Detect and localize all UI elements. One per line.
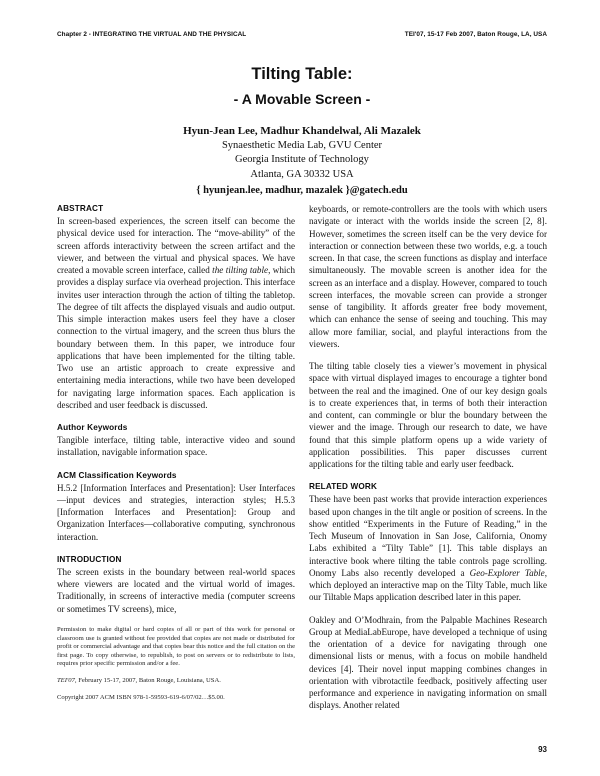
page-subtitle: - A Movable Screen -	[233, 91, 371, 107]
section-heading-author-keywords: Author Keywords	[57, 423, 128, 432]
copyright-footnote	[57, 623, 295, 702]
footnote-venue-name: TEI'07	[57, 676, 75, 684]
footnote-venue-details: , February 15-17, 2007, Baton Rouge, Louisiana, USA.	[74, 676, 221, 684]
related-work-text-part2: , which deployed an interactive map on the Tilty Table, much like our Tiltable Maps application described later in this paper.	[309, 567, 548, 603]
right-paragraph-2: The tilting table closely ties a viewer’s movement in physical space with virtual displayed images to encourage a tighter bond between the real and the imagined. One of our key design goals is to create experiences that, in terms of both their interaction and content, can commingle or blur the boundary between the viewer and the image. Through our research to date, we have found that this simple platform opens up a wide variety of application possibilities. This paper discusses current applications for the tilting table and early user feedback.	[309, 361, 547, 469]
introduction-paragraph: The screen exists in the boundary between real-world spaces where viewers are located and the virtual world of images. Traditionally, in screens of interactive media (computer screens or sometimes TV screens), mice,	[57, 566, 295, 614]
related-work-italic-phrase: Geo-Explorer Table	[469, 567, 545, 578]
abstract-paragraph	[57, 215, 295, 411]
page-number: 93	[538, 745, 547, 754]
right-paragraph-1: keyboards, or remote-controllers are the tools with which users navigate or interact with the worlds inside the screen [2, 8]. However, sometimes the screen itself can be the very device for interaction or connection between these two worlds, e.g. a touch screen. In that case, the screen functions as display and interface simultaneously. The movable screen is another idea for the screen as an interface and a display. However, compared to touch screen interfaces, the movable screen can provide a stronger sense of tangibility. It affords greater free body movement, which can enhance the sense of seeing and touching. This may allow more familiar, social, and playful interactions from the viewers.	[309, 204, 547, 349]
related-work-paragraph-1	[309, 493, 547, 603]
abstract-text-part2: , which provides a display surface via overhead projection. This interface invites user interaction through the action of tilting the tabletop. The degree of tilt affects the displayed visuals and audio output. This simple interaction makes users feel they have a closer connection to the virtual imagery, and the screen thus blurs the boundary between them. In this paper, we introduce four applications that have been implemented for the tilting table. Two use an artistic approach to create expressive and entertaining media interactions, while two have been developed for navigating large information spaces. Each application is described and user feedback is discussed.	[57, 265, 295, 410]
related-work-paragraph-2: Oakley and O’Modhrain, from the Palpable Machines Research Group at MediaLabEurope, have developed a technique of using the orientation of a device for navigating through one dimensional lists or menus, with a focus on mobile handheld devices [4]. Their novel input mapping combines changes in orientation with vibrotactile feedback, positively affecting user performance and experience in navigating information on small displays. Another related	[309, 614, 547, 711]
footnote-venue-line	[57, 677, 295, 686]
footnote-permission-text: Permission to make digital or hard copies of all or part of this work for personal or classroom use is granted without fee provided that copies are not made or distributed for profit or commercial advantage and that copies bear this notice and the full citation on the first page. To copy otherwise, to republish, to post on servers or to redistribute to lists, requires prior specific permission and/or a fee.	[57, 626, 295, 668]
section-heading-abstract: ABSTRACT	[57, 204, 104, 213]
running-header-right: TEI'07, 15-17 Feb 2007, Baton Rouge, LA, USA	[404, 31, 547, 38]
running-header	[57, 31, 547, 38]
affiliation-city: Atlanta, GA 30332 USA	[250, 168, 354, 180]
section-heading-acm-classification: ACM Classification Keywords	[57, 470, 177, 480]
running-header-left: Chapter 2 - INTEGRATING THE VIRTUAL AND THE PHYSICAL	[57, 31, 247, 38]
affiliation-lab: Synaesthetic Media Lab, GVU Center	[221, 139, 383, 151]
related-work-text-part1: These have been past works that provide interaction experiences based upon changes in the tilt angle or position of screens. In the show entitled “Experiments in the Future of Reading,” in the Tech Museum of Innovation in San Jose, California, Onomy Labs exhibited a “Tilty Table” [1]. This table displays an interactive book where tilting the table controls page scrolling. Onomy Labs also recently developed a	[309, 494, 547, 578]
section-heading-introduction: INTRODUCTION	[57, 554, 122, 564]
author-email[interactable]: { hyunjean.lee, madhur, mazalek }@gatech.edu	[196, 185, 408, 196]
author-names: Hyun-Jean Lee, Madhur Khandelwal, Ali Mazalek	[183, 125, 421, 137]
right-column	[309, 203, 547, 748]
acm-classification-paragraph: H.5.2 [Information Interfaces and Presentation]: User Interfaces—input devices and strategies, interaction styles; H.5.3 [Information Interfaces and Presentation]: Group and Organization Interfaces—collaborative computing, synchronous interaction.	[57, 482, 295, 542]
author-keywords-paragraph: Tangible interface, tilting table, interactive video and sound installation, navigable information space.	[57, 435, 295, 458]
page-title: Tilting Table:	[251, 65, 353, 83]
abstract-italic-phrase: the tilting table	[212, 265, 269, 275]
footnote-copyright-line: Copyright 2007 ACM ISBN 978-1-59593-619-6/07/02…$5.00.	[57, 693, 225, 701]
affiliation-institution: Georgia Institute of Technology	[235, 154, 369, 165]
abstract-text-part1: In screen-based experiences, the screen itself can become the physical device used for interaction. The “move-ability” of the screen affords interactivity between the screen artifact and the viewer, and between the virtual and physical spaces. We have created a movable screen interface, called	[57, 216, 295, 275]
title-block	[57, 64, 547, 198]
section-heading-related-work: RELATED WORK	[309, 482, 378, 492]
